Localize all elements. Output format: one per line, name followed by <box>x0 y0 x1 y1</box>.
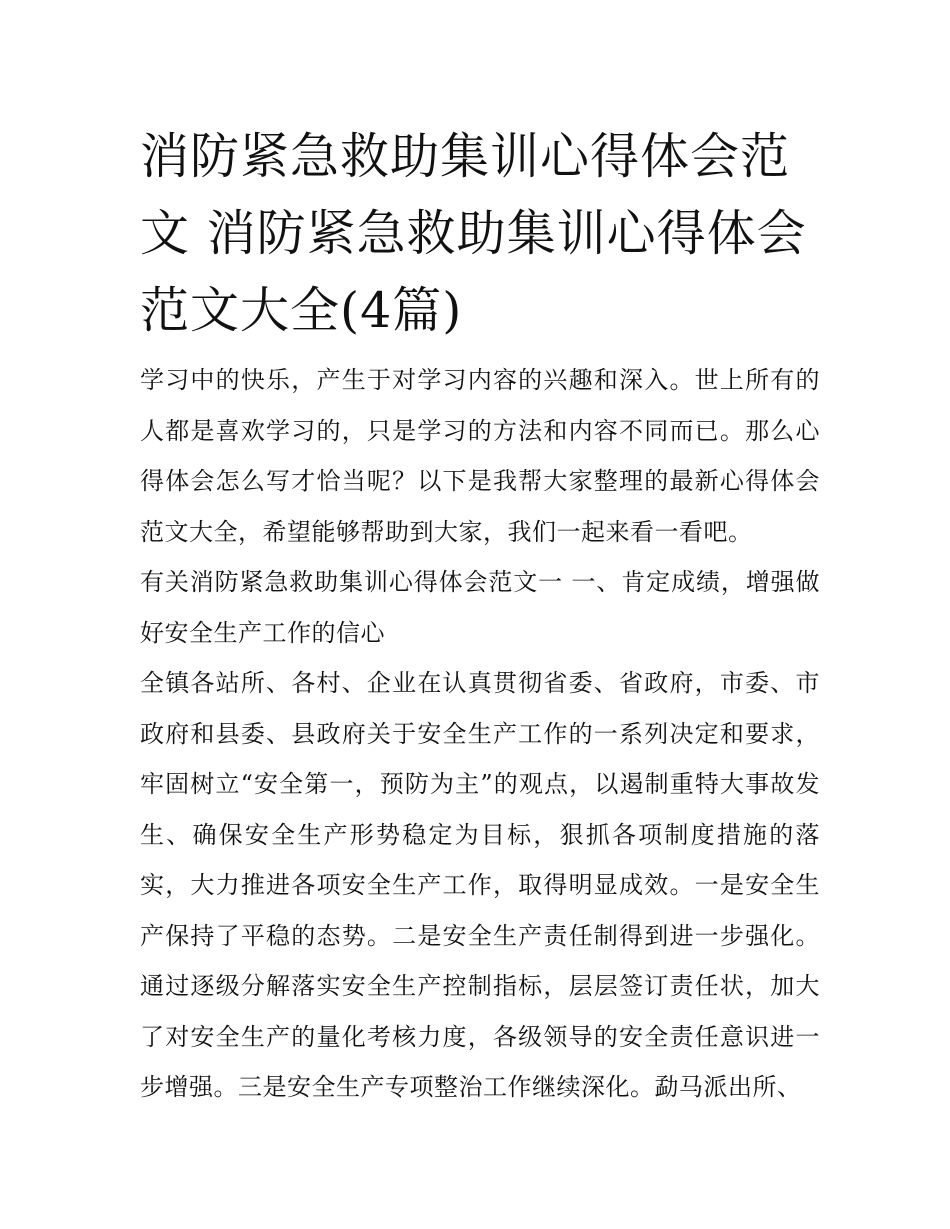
document-title: 消防紧急救助集训心得体会范文 消防紧急救助集训心得体会范文大全(4篇) <box>140 128 807 339</box>
section-heading-paragraph: 有关消防紧急救助集训心得体会范文一 一、肯定成绩，增强做好安全生产工作的信心 <box>140 568 820 647</box>
intro-paragraph: 学习中的快乐，产生于对学习内容的兴趣和深入。世上所有的人都是喜欢学习的，只是学习的方法和内容不同而已。那么心得体会怎么写才恰当呢？以下是我帮大家整理的最新心得体会范文大全，希望能够帮助到大家，我们一起来看一看吧。 <box>140 366 820 546</box>
body-paragraph: 全镇各站所、各村、企业在认真贯彻省委、省政府，市委、市政府和县委、县政府关于安全生产工作的一系列决定和要求，牢固树立“安全第一，预防为主”的观点，以遏制重特大事故发生、确保安全生产形势稳定为目标，狠抓各项制度措施的落实，大力推进各项安全生产工作，取得明显成效。一是安全生产保持了平稳的态势。二是安全生产责任制得到进一步强化。通过逐级分解落实安全生产控制指标，层层签订责任状，加大了对安全生产的量化考核力度，各级领导的安全责任意识进一步增强。三是安全生产专项整治工作继续深化。勐马派出所、 <box>140 669 820 1101</box>
